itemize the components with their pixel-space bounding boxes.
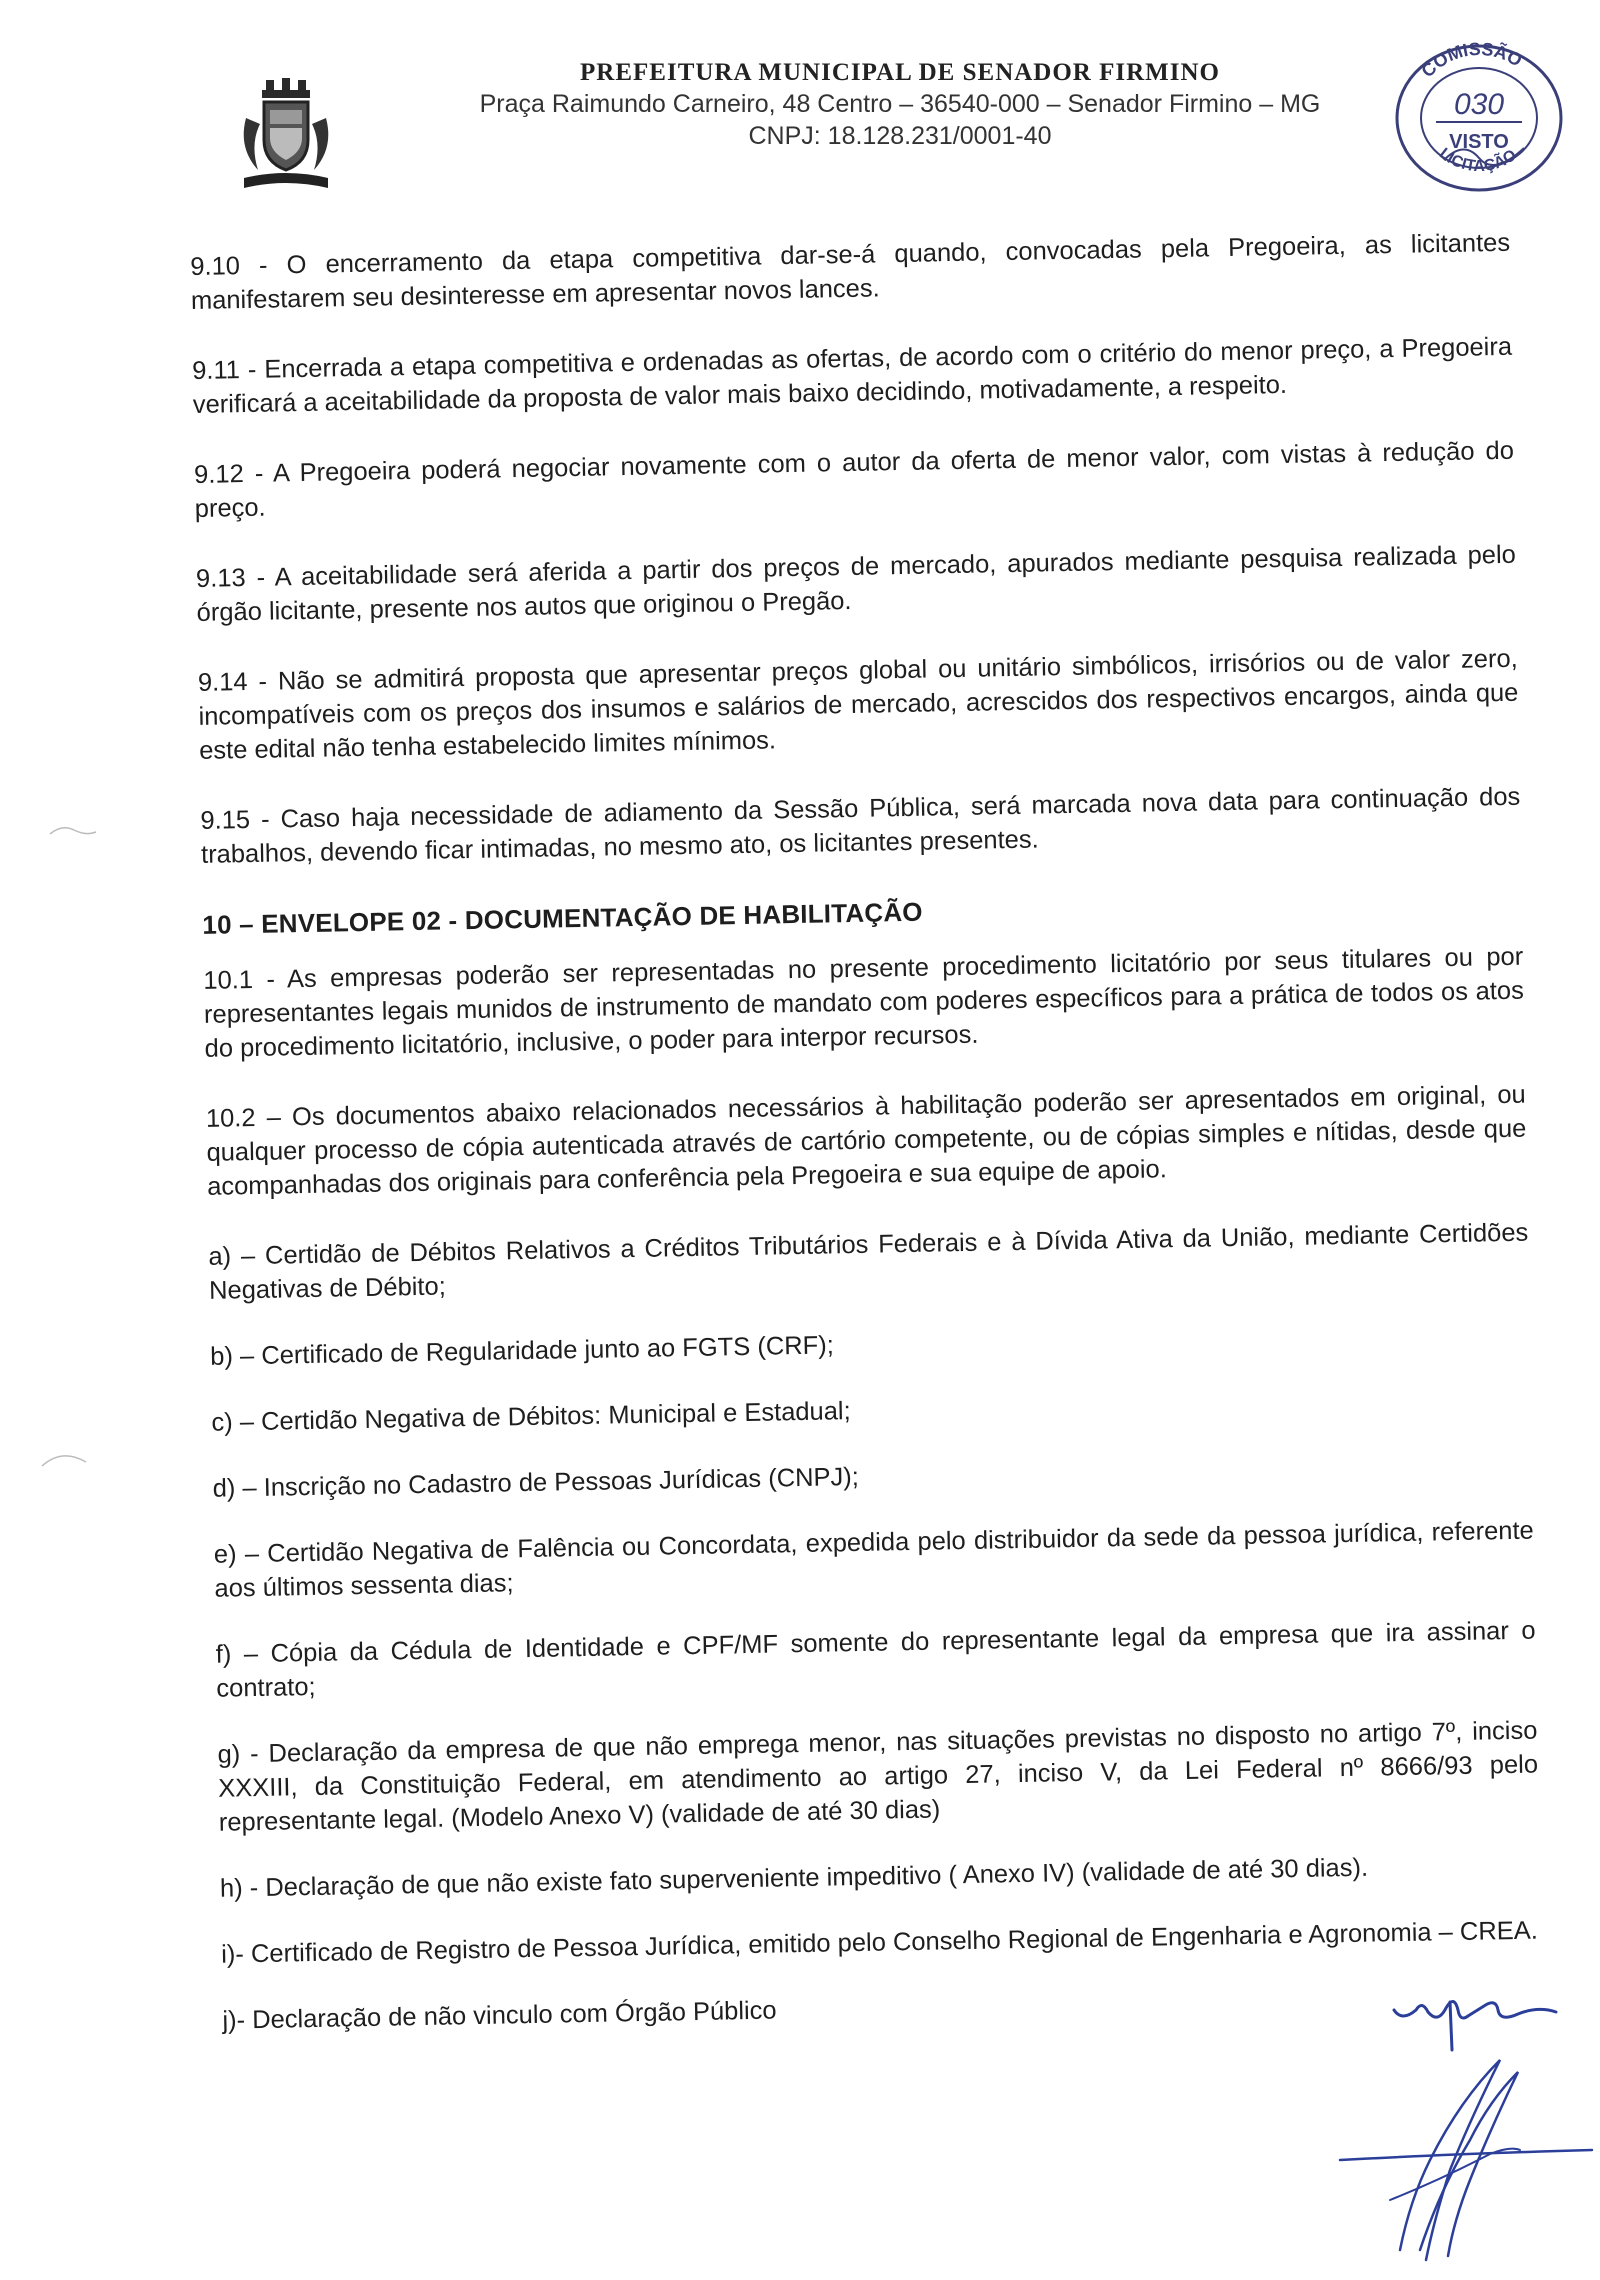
document-body	[190, 226, 1543, 2070]
letterhead	[420, 58, 1380, 152]
stamp-visto: VISTO	[1449, 131, 1509, 153]
document-item-d: d) – Inscrição no Cadastro de Pessoas Jurídicas (CNPJ);	[212, 1462, 860, 1503]
scan-mark	[40, 1448, 90, 1472]
document-item-b: b) – Certificado de Regularidade junto ao FGTS (CRF);	[210, 1331, 835, 1371]
clause-9-11: 9.11 - Encerrada a etapa competitiva e ordenadas as ofertas, de acordo com o critério do menor preço, a Pregoeira verificará a aceitabilidade da proposta de valor mais baixo decidindo, motivadamente, a respeito.	[191, 332, 1513, 419]
document-item-e: e) – Certidão Negativa de Falência ou Concordata, expedida pelo distribuidor da sede da pessoa jurídica, referente aos últimos sessenta dias;	[213, 1516, 1534, 1603]
document-item-a: a) – Certidão de Débitos Relativos a Créditos Tributários Federais e à Dívida Ativa da União, mediante Certidões Negativas de Débito;	[208, 1218, 1529, 1305]
handwritten-signature	[1330, 2050, 1600, 2270]
document-item-h: h) - Declaração de que não existe fato superveniente impeditivo ( Anexo IV) (validade de até 30 dias).	[219, 1853, 1369, 1903]
document-item-j: j)- Declaração de não vinculo com Órgão Público	[222, 1996, 777, 2035]
document-item-g: g) - Declaração da empresa de que não emprega menor, nas situações previstas no disposto no artigo 7º, inciso XXXIII, da Constituição Federal, em atendimento ao artigo 27, inciso V, da Lei Federal nº 8666/93 pelo representante legal. (Modelo Anexo V) (validade de até 30 dias)	[217, 1716, 1539, 1837]
clause-10-2: 10.2 – Os documentos abaixo relacionados necessários à habilitação poderão ser apresentados em original, ou qualquer processo de cópia autenticada através de cartório competente, ou de cópias simples e nítidas, desde que acompanhadas dos originais para conferência pela Pregoeira e sua equipe de apoio.	[205, 1080, 1527, 1201]
document-item-f: f) – Cópia da Cédula de Identidade e CPF/MF somente do representante legal da empresa que ira assinar o contrato;	[215, 1616, 1536, 1703]
municipality-name: PREFEITURA MUNICIPAL DE SENADOR FIRMINO	[580, 59, 1220, 86]
commission-stamp	[1384, 30, 1574, 200]
clause-9-10: 9.10 - O encerramento da etapa competitiva dar-se-á quando, convocadas pela Pregoeira, as licitantes manifestarem seu desinteresse em apresentar novos lances.	[190, 228, 1511, 315]
document-item-c: c) – Certidão Negativa de Débitos: Municipal e Estadual;	[211, 1397, 851, 1437]
stamp-bottom-text: LICITAÇÃO	[1435, 145, 1520, 176]
clause-9-12: 9.12 - A Pregoeira poderá negociar novamente com o autor da oferta de menor valor, com vistas à redução do preço.	[193, 436, 1515, 523]
stamp-top-text: COMISSÃO	[1417, 38, 1526, 82]
stamp-number: 030	[1453, 88, 1505, 121]
scan-mark	[48, 820, 98, 840]
document-item-i: i)- Certificado de Registro de Pessoa Jurídica, emitido pelo Conselho Regional de Engenharia e Agronomia – CREA.	[220, 1916, 1539, 1969]
clause-10-1: 10.1 - As empresas poderão ser representadas no presente procedimento licitatório por seus titulares ou por representantes legais munidos de instrumento de mandato com poderes específicos para a prática de todos os atos do procedimento licitatório, inclusive, o poder para interpor recursos.	[203, 942, 1525, 1063]
clause-9-14: 9.14 - Não se admitirá proposta que apresentar preços global ou unitário simbólicos, irrisórios ou de valor zero, incompatíveis com os preços dos insumos e salários de mercado, acrescidos dos respectivos encargos, ainda que este edital não tenha estabelecido limites mínimos.	[197, 644, 1519, 765]
section-heading-10: 10 – ENVELOPE 02 - DOCUMENTAÇÃO DE HABILITAÇÃO	[202, 896, 923, 940]
cnpj-line: CNPJ: 18.128.231/0001-40	[748, 122, 1052, 150]
address-line: Praça Raimundo Carneiro, 48 Centro – 36540-000 – Senador Firmino – MG	[479, 90, 1321, 118]
coat-of-arms-icon	[236, 78, 336, 196]
clause-9-15: 9.15 - Caso haja necessidade de adiamento da Sessão Pública, será marcada nova data para continuação dos trabalhos, devendo ficar intimadas, no mesmo ato, os licitantes presentes.	[200, 782, 1521, 869]
clause-9-13: 9.13 - A aceitabilidade será aferida a partir dos preços de mercado, apurados mediante pesquisa realizada pelo órgão licitante, presente nos autos que originou o Pregão.	[195, 540, 1517, 627]
